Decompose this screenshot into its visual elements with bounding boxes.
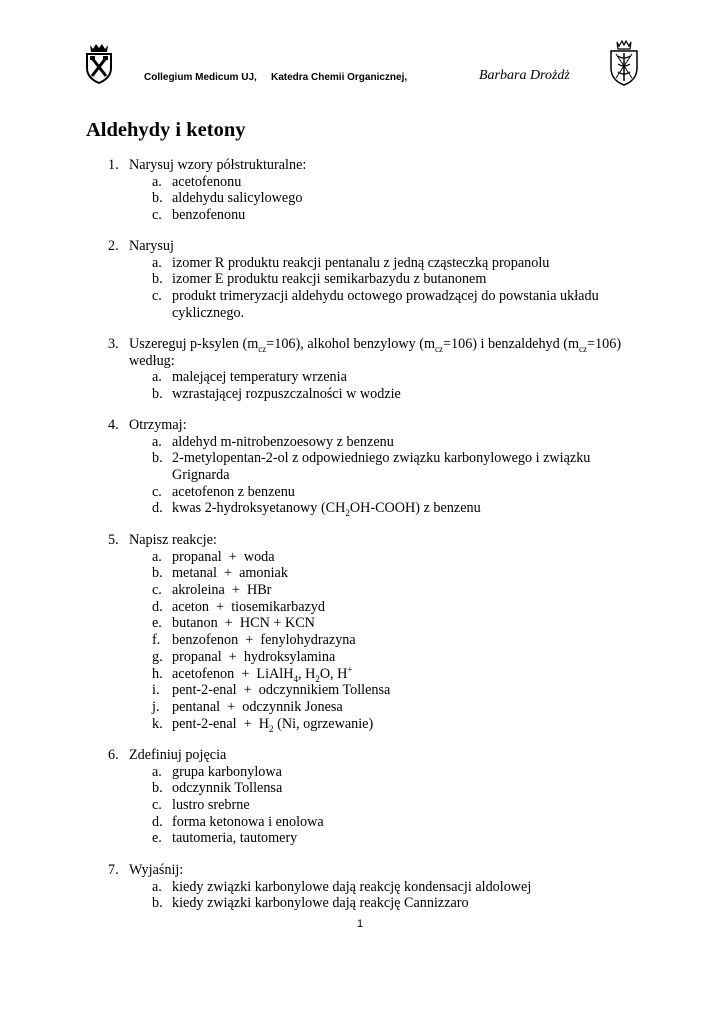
question-3 — [0, 336, 725, 403]
question-text: Napisz reakcje: — [129, 532, 217, 548]
item-text-continuation: Grignarda — [172, 467, 230, 484]
item-letter: d. — [152, 500, 163, 517]
header-institution: Collegium Medicum UJ, — [144, 72, 257, 83]
faculty-crest-logo — [607, 40, 641, 86]
list-item — [0, 649, 725, 666]
item-text: benzofenon + fenylohydrazyna — [172, 632, 356, 649]
question-number: 4. — [108, 417, 119, 433]
list-item — [0, 632, 725, 649]
list-item — [0, 699, 725, 716]
question-4 — [0, 417, 725, 517]
list-item — [0, 716, 725, 733]
item-letter: a. — [152, 369, 162, 386]
item-letter: b. — [152, 450, 163, 467]
item-text: izomer E produktu reakcji semikarbazydu z butanonem — [172, 271, 487, 288]
list-item — [0, 255, 725, 272]
list-item — [0, 386, 725, 403]
list-item — [0, 599, 725, 616]
item-text: pentanal + odczynnik Jonesa — [172, 698, 343, 715]
item-letter: d. — [152, 598, 163, 615]
item-letter: b. — [152, 895, 163, 912]
item-text: butanon + HCN + KCN — [172, 615, 315, 632]
university-crest-logo — [84, 42, 114, 84]
item-text: kwas 2-hydroksyetanowy $(CH_2OH-COOH)$ z benzenu — [172, 500, 481, 519]
list-item — [0, 682, 725, 699]
item-letter: b. — [152, 190, 163, 207]
item-text-continuation: cyklicznego. — [172, 304, 245, 321]
question-7 — [0, 862, 725, 912]
item-text: aldehydu salicylowego — [172, 190, 303, 207]
item-text: lustro srebrne — [172, 797, 250, 814]
question-text: Uszereguj p-ksylen $(m_{cz}=106)$, alkohol benzylowy $(m_{cz}=106)$ i benzaldehyd $(m_{cz}=106)$ — [129, 336, 622, 354]
item-text: propanal + hydroksylamina — [172, 648, 336, 665]
header-department: Katedra Chemii Organicznej, — [271, 72, 408, 83]
item-letter: c. — [152, 288, 162, 305]
item-text: grupa karbonylowa — [172, 763, 282, 780]
item-text: malejącej temperatury wrzenia — [172, 369, 347, 386]
item-letter: b. — [152, 780, 163, 797]
list-item — [0, 780, 725, 797]
question-text: Narysuj wzory półstrukturalne: — [129, 157, 307, 173]
list-item — [0, 434, 725, 451]
item-text: pent-2-enal + odczynnikiem Tollensa — [172, 682, 391, 699]
item-letter: a. — [152, 173, 162, 190]
list-item — [0, 500, 725, 517]
item-letter: a. — [152, 254, 162, 271]
item-text: pent-2-enal + $H_2$ (Ni, ogrzewanie) — [172, 715, 374, 734]
list-item — [0, 814, 725, 831]
question-number: 1. — [108, 157, 119, 173]
question-text: Narysuj — [129, 238, 174, 254]
item-text: izomer R produktu reakcji pentanalu z jedną cząsteczką propanolu — [172, 254, 550, 271]
list-item — [0, 582, 725, 599]
question-text: Otrzymaj: — [129, 417, 187, 433]
item-letter: h. — [152, 665, 163, 682]
item-text: acetofenon + LiAlH$_4$, $H_2O$, H+ — [172, 663, 353, 684]
list-item — [0, 615, 725, 632]
list-item — [0, 895, 725, 912]
item-letter: a. — [152, 548, 162, 565]
list-item — [0, 190, 725, 207]
item-text: aceton + tiosemikarbazyd — [172, 598, 325, 615]
item-text: produkt trimeryzacji aldehydu octowego prowadzącej do powstania układu — [172, 288, 599, 305]
item-letter: b. — [152, 271, 163, 288]
item-text: tautomeria, tautomery — [172, 830, 298, 847]
item-text: wzrastającej rozpuszczalności w wodzie — [172, 386, 401, 403]
item-letter: e. — [152, 830, 162, 847]
item-text: forma ketonowa i enolowa — [172, 813, 324, 830]
item-text: kiedy związki karbonylowe dają reakcję Cannizzaro — [172, 895, 469, 912]
item-text: acetofenon z benzenu — [172, 483, 295, 500]
question-6 — [0, 747, 725, 847]
item-letter: d. — [152, 813, 163, 830]
list-item — [0, 369, 725, 386]
list-item — [0, 764, 725, 781]
question-text: Zdefiniuj pojęcia — [129, 747, 227, 763]
item-letter: a. — [152, 878, 162, 895]
item-text: 2-metylopentan-2-ol z odpowiedniego związku karbonylowego i związku — [172, 450, 591, 467]
question-number: 5. — [108, 532, 119, 548]
item-letter: c. — [152, 207, 162, 224]
list-item — [0, 450, 725, 467]
item-letter: a. — [152, 763, 162, 780]
list-item — [0, 830, 725, 847]
item-letter: b. — [152, 565, 163, 582]
page-number: 1 — [357, 918, 364, 930]
list-item — [0, 174, 725, 191]
list-item — [0, 879, 725, 896]
list-item — [0, 288, 725, 305]
item-letter: c. — [152, 582, 162, 599]
item-text: metanal + amoniak — [172, 565, 288, 582]
question-2 — [0, 238, 725, 321]
list-item — [0, 484, 725, 501]
item-letter: b. — [152, 386, 163, 403]
question-5 — [0, 532, 725, 732]
question-number: 3. — [108, 336, 119, 352]
list-item — [0, 663, 725, 684]
question-number: 2. — [108, 238, 119, 254]
item-letter: e. — [152, 615, 162, 632]
item-letter: i. — [152, 682, 160, 699]
item-text: benzofenonu — [172, 207, 246, 224]
question-text: Wyjaśnij: — [129, 862, 184, 878]
list-item — [0, 549, 725, 566]
question-text-continuation: według: — [129, 352, 175, 369]
header-author: Barbara Drożdż — [479, 68, 570, 83]
item-letter: g. — [152, 648, 163, 665]
item-text: propanal + woda — [172, 548, 275, 565]
list-item — [0, 271, 725, 288]
list-item — [0, 207, 725, 224]
item-letter: a. — [152, 433, 162, 450]
item-text: akroleina + HBr — [172, 582, 272, 599]
item-letter: c. — [152, 797, 162, 814]
item-letter: k. — [152, 715, 163, 732]
item-letter: j. — [152, 698, 160, 715]
question-number: 6. — [108, 747, 119, 763]
list-item — [0, 797, 725, 814]
item-text: kiedy związki karbonylowe dają reakcję kondensacji aldolowej — [172, 878, 532, 895]
item-text: odczynnik Tollensa — [172, 780, 283, 797]
item-letter: f. — [152, 632, 161, 649]
question-number: 7. — [108, 862, 119, 878]
list-item — [0, 565, 725, 582]
document-title: Aldehydy i ketony — [86, 119, 246, 141]
item-text: aldehyd m-nitrobenzoesowy z benzenu — [172, 433, 394, 450]
question-1 — [0, 157, 725, 224]
item-letter: c. — [152, 483, 162, 500]
item-text: acetofenonu — [172, 173, 242, 190]
